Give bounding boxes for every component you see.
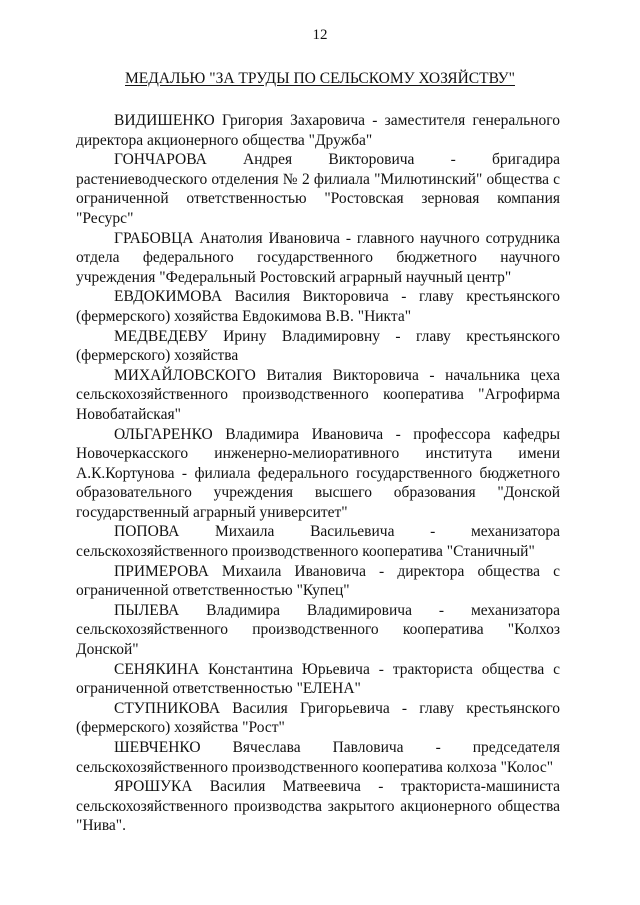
- awardee-entry-goncharov: ГОНЧАРОВА Андрея Викторовича - бригадира растениеводческого отделения № 2 филиала "Милютинский" общества с ограниченной ответственностью "Ростовская зерновая компания "Ресурс": [76, 151, 560, 227]
- awardee-entry-mikhaylovsky: МИХАЙЛОВСКОГО Виталия Викторовича - начальника цеха сельскохозяйственного производственного кооператива "Агрофирма Новобатайская": [76, 366, 560, 423]
- awardee-entry-primerov: ПРИМЕРОВА Михаила Ивановича - директора общества с ограниченной ответственностью "Купец": [76, 562, 560, 600]
- page-number: 12: [312, 27, 328, 43]
- awardee-entry-olgarenko: ОЛЬГАРЕНКО Владимира Ивановича - профессора кафедры Новочеркасского инженерно-мелиоративного института имени А.К.Кортунова - филиала федерального государственного бюджетного образовательного учреждения высшего образования "Донской государственный аграрный университет": [76, 425, 560, 521]
- awardee-entry-medvedeva: МЕДВЕДЕВУ Ирину Владимировну - главу крестьянского (фермерского) хозяйства: [76, 327, 560, 365]
- awardee-entry-senyakin: СЕНЯКИНА Константина Юрьевича - тракториста общества с ограниченной ответственностью "ЕЛЕНА": [76, 660, 560, 698]
- awardee-entry-shevchenko: ШЕВЧЕНКО Вячеслава Павловича - председателя сельскохозяйственного производственного кооператива колхоза "Колос": [76, 739, 560, 776]
- award-heading: МЕДАЛЬЮ "ЗА ТРУДЫ ПО СЕЛЬСКОМУ ХОЗЯЙСТВУ": [125, 70, 515, 87]
- awardee-entry-yaroshuk: ЯРОШУКА Василия Матвеевича - тракториста-машиниста сельскохозяйственного производства закрытого акционерного общества "Нива".: [76, 778, 560, 835]
- awardee-entry-pylev: ПЫЛЕВА Владимира Владимировича - механизатора сельскохозяйственного производственного кооператива "Колхоз Донской": [76, 601, 560, 659]
- awardee-list: [76, 111, 560, 836]
- awardee-entry-stupnikov: СТУПНИКОВА Василия Григорьевича - главу крестьянского (фермерского) хозяйства "Рост": [76, 699, 560, 737]
- awardee-entry-popov: ПОПОВА Михаила Васильевича - механизатора сельскохозяйственного производственного кооператива "Станичный": [76, 523, 560, 561]
- awardee-entry-grabovets: ГРАБОВЦА Анатолия Ивановича - главного научного сотрудника отдела федерального государственного бюджетного научного учреждения "Федеральный Ростовский аграрный научный центр": [76, 229, 560, 286]
- awardee-entry-evdokimov: ЕВДОКИМОВА Василия Викторовича - главу крестьянского (фермерского) хозяйства Евдокимова В.В. "Никта": [76, 288, 560, 325]
- awardee-entry-vidishenko: ВИДИШЕНКО Григория Захаровича - заместителя генерального директора акционерного общества "Дружба": [76, 112, 560, 149]
